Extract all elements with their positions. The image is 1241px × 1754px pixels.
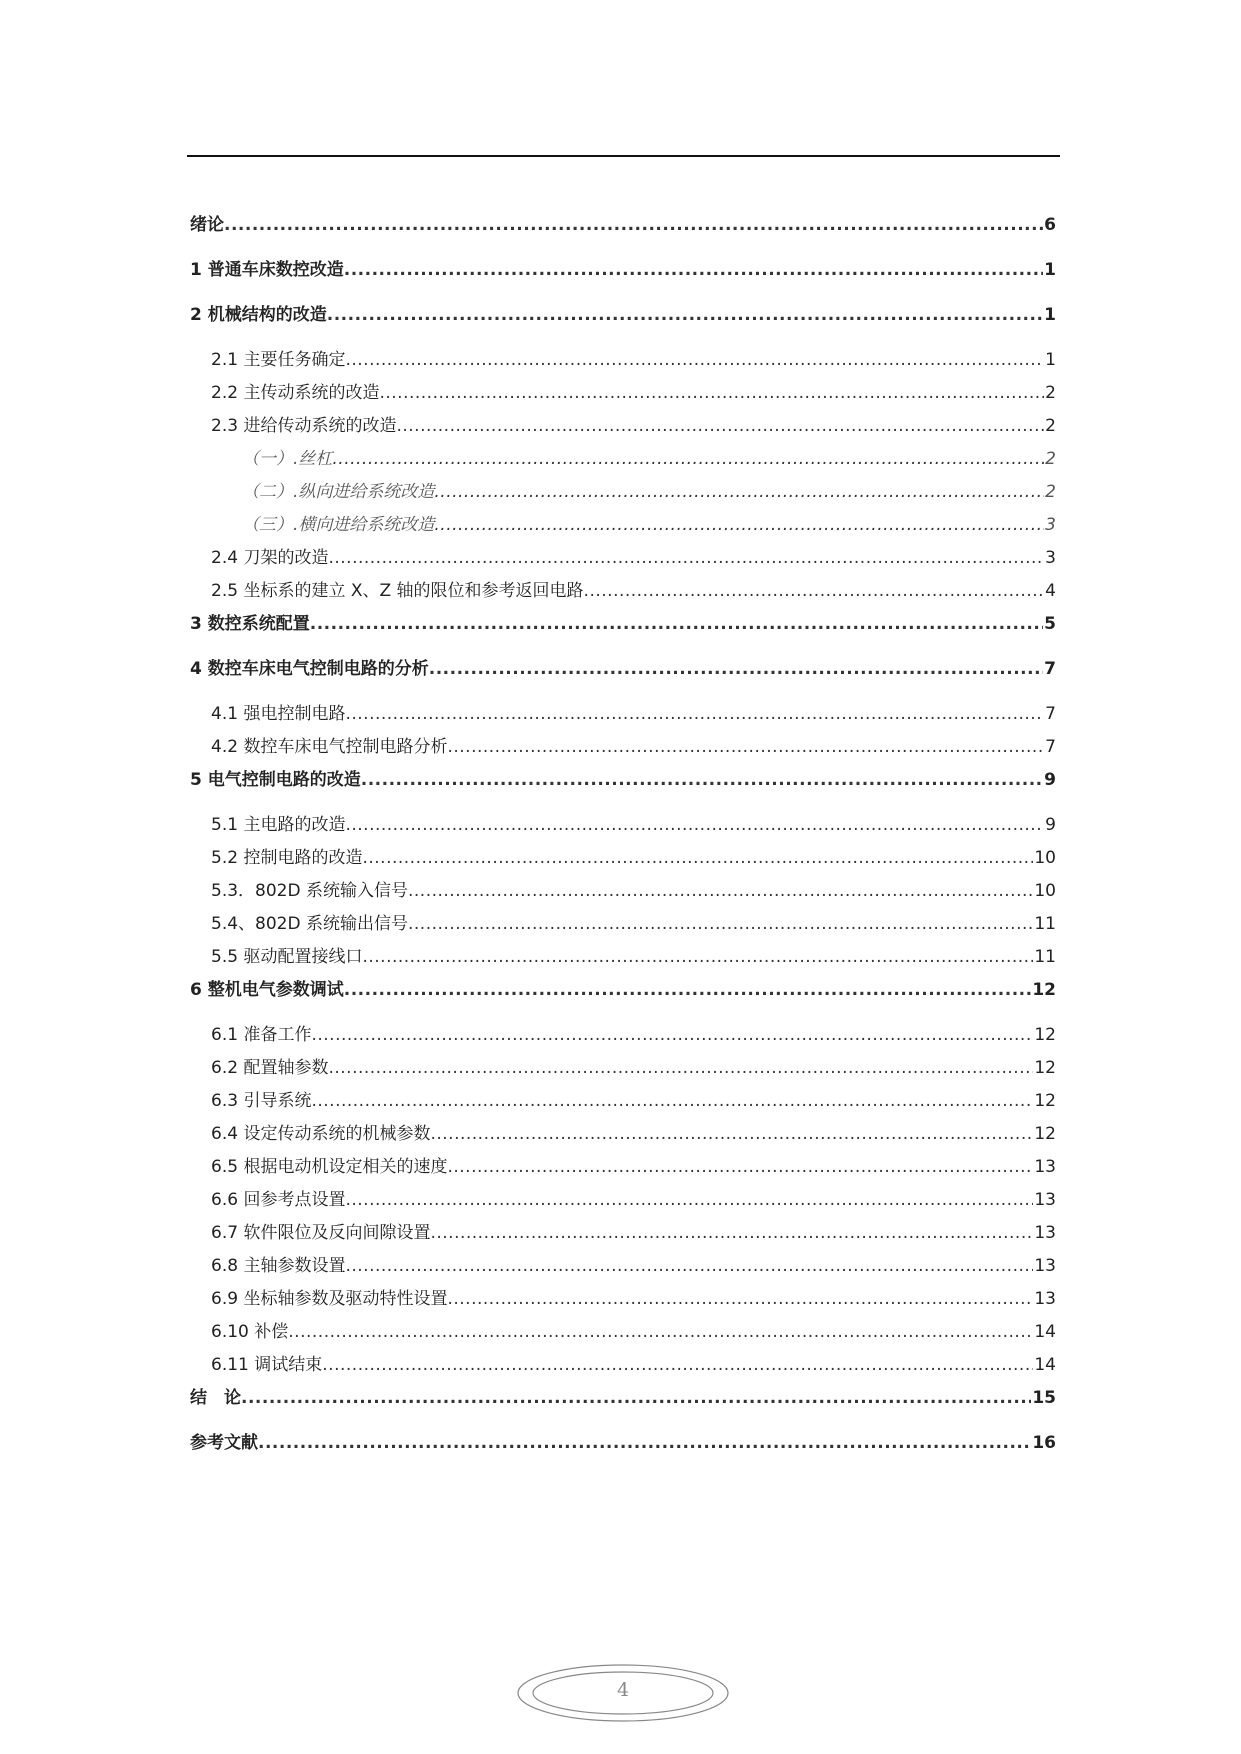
toc-dot-leader bbox=[379, 380, 1044, 406]
toc-entry-title: 6.7 软件限位及反向间隙设置 bbox=[211, 1223, 431, 1243]
toc-dot-leader bbox=[328, 545, 1044, 571]
toc-entry-page: 4 bbox=[1045, 581, 1056, 601]
toc-entry[interactable] bbox=[190, 656, 1056, 701]
toc-dot-leader bbox=[447, 1154, 1033, 1180]
toc-dot-leader bbox=[241, 1385, 1031, 1411]
toc-dot-leader bbox=[345, 1187, 1033, 1213]
toc-entry[interactable] bbox=[190, 1220, 1056, 1253]
page-number-badge bbox=[516, 1663, 730, 1723]
toc-entry-title: 5.3．802D 系统输入信号 bbox=[211, 881, 408, 901]
toc-entry[interactable] bbox=[190, 734, 1056, 767]
toc-dot-leader bbox=[288, 1319, 1033, 1345]
toc-entry-page: 14 bbox=[1034, 1322, 1056, 1342]
toc-dot-leader bbox=[362, 845, 1033, 871]
toc-entry-page: 10 bbox=[1034, 848, 1056, 868]
toc-entry-page: 2 bbox=[1045, 449, 1056, 469]
toc-entry-page: 2 bbox=[1045, 383, 1056, 403]
toc-entry[interactable] bbox=[190, 1430, 1056, 1475]
toc-entry-page: 9 bbox=[1045, 815, 1056, 835]
toc-entry-title: 6.11 调试结束 bbox=[211, 1355, 323, 1375]
toc-entry-title: 6.2 配置轴参数 bbox=[211, 1058, 329, 1078]
toc-dot-leader bbox=[361, 767, 1043, 793]
toc-entry-page: 13 bbox=[1034, 1190, 1056, 1210]
toc-entry-title: 2 机械结构的改造 bbox=[190, 305, 327, 325]
toc-entry-title: 5.2 控制电路的改造 bbox=[211, 848, 363, 868]
toc-entry-title: 绪论 bbox=[190, 215, 224, 235]
toc-dot-leader bbox=[447, 1286, 1033, 1312]
toc-entry-page: 12 bbox=[1034, 1124, 1056, 1144]
toc-entry[interactable] bbox=[190, 212, 1056, 257]
toc-entry[interactable] bbox=[190, 845, 1056, 878]
toc-dot-leader bbox=[327, 302, 1043, 328]
toc-dot-leader bbox=[362, 944, 1033, 970]
toc-dot-leader bbox=[434, 512, 1044, 538]
toc-entry[interactable] bbox=[190, 1286, 1056, 1319]
toc-entry-title: 2.1 主要任务确定 bbox=[211, 350, 346, 370]
toc-entry-title: 6.4 设定传动系统的机械参数 bbox=[211, 1124, 431, 1144]
toc-entry-page: 2 bbox=[1045, 482, 1056, 502]
toc-entry[interactable] bbox=[190, 380, 1056, 413]
toc-entry[interactable] bbox=[190, 911, 1056, 944]
toc-entry-title: 5 电气控制电路的改造 bbox=[190, 770, 361, 790]
toc-entry-page: 3 bbox=[1045, 515, 1056, 535]
toc-entry-page: 9 bbox=[1044, 770, 1056, 790]
toc-dot-leader bbox=[258, 1430, 1031, 1456]
toc-entry-title: （三）.横向进给系统改造 bbox=[242, 515, 435, 535]
toc-dot-leader bbox=[344, 977, 1032, 1003]
toc-entry[interactable] bbox=[190, 1253, 1056, 1286]
toc-dot-leader bbox=[429, 656, 1043, 682]
toc-entry-page: 3 bbox=[1045, 548, 1056, 568]
toc-entry[interactable] bbox=[190, 977, 1056, 1022]
toc-entry[interactable] bbox=[190, 545, 1056, 578]
toc-entry[interactable] bbox=[190, 1154, 1056, 1187]
toc-entry-page: 12 bbox=[1032, 980, 1056, 1000]
toc-dot-leader bbox=[345, 347, 1044, 373]
toc-entry-page: 15 bbox=[1032, 1388, 1056, 1408]
toc-entry-page: 13 bbox=[1034, 1289, 1056, 1309]
toc-entry-page: 1 bbox=[1044, 305, 1056, 325]
toc-entry[interactable] bbox=[190, 1319, 1056, 1352]
toc-entry-page: 1 bbox=[1044, 260, 1056, 280]
toc-entry-page: 7 bbox=[1044, 659, 1056, 679]
toc-entry-title: 6.9 坐标轴参数及驱动特性设置 bbox=[211, 1289, 448, 1309]
toc-entry-title: 5.1 主电路的改造 bbox=[211, 815, 346, 835]
toc-entry-title: 4.1 强电控制电路 bbox=[211, 704, 346, 724]
toc-dot-leader bbox=[408, 911, 1033, 937]
toc-entry-title: 2.2 主传动系统的改造 bbox=[211, 383, 380, 403]
toc-entry[interactable] bbox=[190, 767, 1056, 812]
toc-entry[interactable] bbox=[190, 257, 1056, 302]
toc-entry-title: 6.10 补偿 bbox=[211, 1322, 289, 1342]
toc-entry-page: 13 bbox=[1034, 1223, 1056, 1243]
toc-entry-title: 6.6 回参考点设置 bbox=[211, 1190, 346, 1210]
toc-entry[interactable] bbox=[190, 1055, 1056, 1088]
toc-entry-title: 2.3 进给传动系统的改造 bbox=[211, 416, 397, 436]
toc-entry[interactable] bbox=[190, 1352, 1056, 1385]
toc-dot-leader bbox=[430, 1121, 1033, 1147]
toc-entry[interactable] bbox=[190, 479, 1056, 512]
toc-entry[interactable] bbox=[190, 413, 1056, 446]
page-number: 4 bbox=[616, 1679, 630, 1701]
toc-entry-page: 14 bbox=[1034, 1355, 1056, 1375]
toc-dot-leader bbox=[408, 878, 1033, 904]
toc-entry-title: 4 数控车床电气控制电路的分析 bbox=[190, 659, 429, 679]
toc-entry-page: 7 bbox=[1045, 737, 1056, 757]
toc-entry-title: （一）.丝杠 bbox=[242, 449, 333, 469]
toc-entry-title: 2.4 刀架的改造 bbox=[211, 548, 329, 568]
toc-entry-page: 16 bbox=[1032, 1433, 1056, 1453]
toc-entry[interactable] bbox=[190, 1187, 1056, 1220]
toc-entry-title: （二）.纵向进给系统改造 bbox=[242, 482, 435, 502]
toc-dot-leader bbox=[396, 413, 1044, 439]
toc-entry-page: 12 bbox=[1034, 1025, 1056, 1045]
toc-dot-leader bbox=[345, 1253, 1033, 1279]
toc-dot-leader bbox=[447, 734, 1044, 760]
table-of-contents bbox=[190, 212, 1056, 1475]
toc-entry-title: 6.3 引导系统 bbox=[211, 1091, 312, 1111]
toc-entry-title: 6.1 准备工作 bbox=[211, 1025, 312, 1045]
toc-entry[interactable] bbox=[190, 701, 1056, 734]
toc-entry-page: 6 bbox=[1044, 215, 1056, 235]
toc-entry[interactable] bbox=[190, 1121, 1056, 1154]
toc-entry[interactable] bbox=[190, 944, 1056, 977]
toc-dot-leader bbox=[332, 446, 1044, 472]
toc-entry[interactable] bbox=[190, 878, 1056, 911]
toc-entry-title: 5.4、802D 系统输出信号 bbox=[211, 914, 408, 934]
toc-entry-page: 13 bbox=[1034, 1256, 1056, 1276]
toc-entry-page: 11 bbox=[1034, 947, 1056, 967]
toc-entry[interactable] bbox=[190, 302, 1056, 347]
toc-dot-leader bbox=[345, 812, 1044, 838]
toc-entry-title: 6.5 根据电动机设定相关的速度 bbox=[211, 1157, 448, 1177]
toc-entry[interactable] bbox=[190, 812, 1056, 845]
toc-entry-page: 2 bbox=[1045, 416, 1056, 436]
toc-entry-title: 4.2 数控车床电气控制电路分析 bbox=[211, 737, 448, 757]
toc-dot-leader bbox=[434, 479, 1044, 505]
toc-entry-page: 7 bbox=[1045, 704, 1056, 724]
toc-dot-leader bbox=[345, 701, 1044, 727]
toc-dot-leader bbox=[584, 578, 1045, 604]
toc-dot-leader bbox=[311, 1088, 1033, 1114]
toc-entry-title: 1 普通车床数控改造 bbox=[190, 260, 344, 280]
toc-entry-title: 3 数控系统配置 bbox=[190, 614, 310, 634]
toc-dot-leader bbox=[311, 1022, 1033, 1048]
toc-entry-page: 1 bbox=[1045, 350, 1056, 370]
toc-entry-page: 12 bbox=[1034, 1091, 1056, 1111]
toc-entry[interactable] bbox=[190, 1088, 1056, 1121]
header-rule bbox=[187, 155, 1060, 157]
toc-entry-page: 10 bbox=[1034, 881, 1056, 901]
toc-entry-title: 2.5 坐标系的建立 X、Z 轴的限位和参考返回电路 bbox=[211, 581, 584, 601]
toc-entry-title: 参考文献 bbox=[190, 1433, 258, 1453]
toc-entry[interactable] bbox=[190, 446, 1056, 479]
toc-dot-leader bbox=[224, 212, 1043, 238]
toc-entry-page: 5 bbox=[1044, 614, 1056, 634]
toc-entry[interactable] bbox=[190, 347, 1056, 380]
toc-entry-page: 12 bbox=[1034, 1058, 1056, 1078]
toc-entry-title: 5.5 驱动配置接线口 bbox=[211, 947, 363, 967]
toc-dot-leader bbox=[322, 1352, 1033, 1378]
toc-entry[interactable] bbox=[190, 578, 1056, 611]
toc-entry-title: 6 整机电气参数调试 bbox=[190, 980, 344, 1000]
toc-dot-leader bbox=[328, 1055, 1033, 1081]
toc-entry-title: 结 论 bbox=[190, 1388, 241, 1408]
toc-entry[interactable] bbox=[190, 1022, 1056, 1055]
toc-dot-leader bbox=[344, 257, 1043, 283]
toc-entry[interactable] bbox=[190, 1385, 1056, 1430]
toc-dot-leader bbox=[310, 611, 1043, 637]
toc-entry[interactable] bbox=[190, 611, 1056, 656]
toc-entry-page: 13 bbox=[1034, 1157, 1056, 1177]
toc-entry-title: 6.8 主轴参数设置 bbox=[211, 1256, 346, 1276]
toc-dot-leader bbox=[430, 1220, 1033, 1246]
toc-entry[interactable] bbox=[190, 512, 1056, 545]
toc-entry-page: 11 bbox=[1034, 914, 1056, 934]
